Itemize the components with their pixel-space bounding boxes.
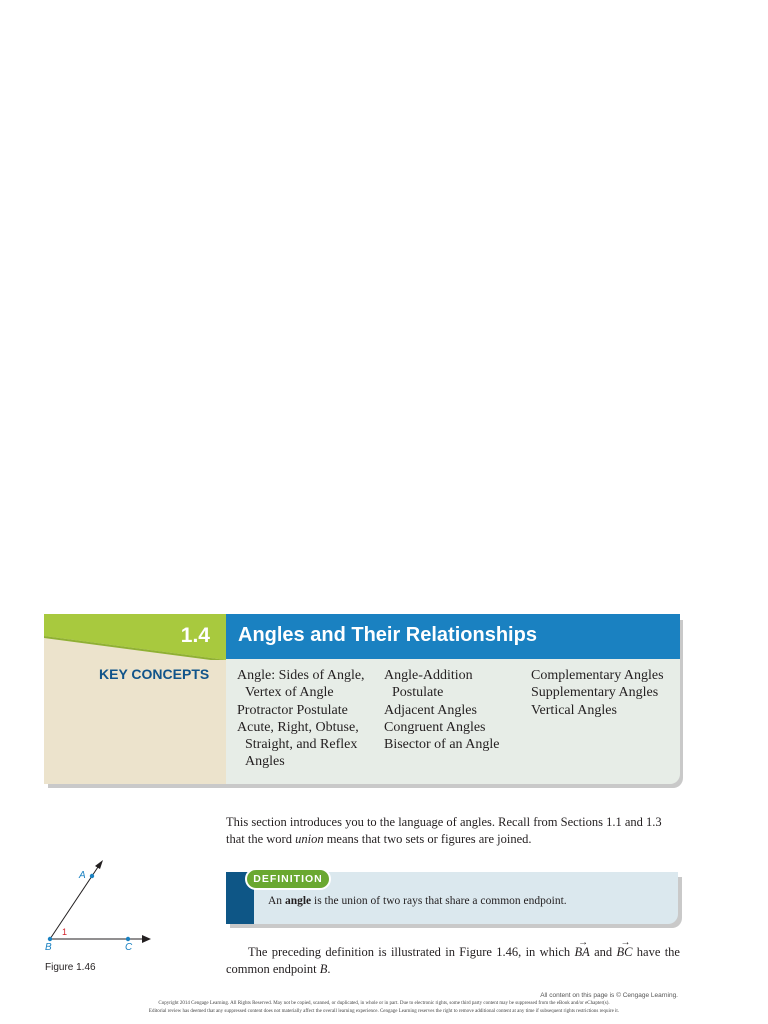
point-c: [126, 937, 130, 941]
key-concepts-column-3: [531, 667, 664, 719]
intro-text-end: means that two sets or figures are joined.: [323, 832, 532, 846]
definition-text-start: An: [268, 895, 285, 907]
definition-text-end: is the union of two rays that share a common endpoint.: [311, 895, 567, 907]
concept-item: Congruent Angles: [384, 719, 486, 735]
content-credit: All content on this page is © Cengage Learning.: [540, 992, 678, 999]
definition-text: [268, 895, 567, 907]
angle-label: 1: [62, 927, 68, 937]
concept-item: Angles: [245, 754, 285, 770]
label-b: B: [45, 942, 52, 953]
copyright-line-1: Copyright 2014 Cengage Learning. All Rights Reserved. May not be copied, scanned, or duplicated, in whole or in part. Due to electronic rights, some third party content may be suppressed from the eBook and/or eChapter(s).: [158, 1001, 610, 1006]
definition-tag: DEFINITION: [245, 868, 331, 890]
section-number: 1.4: [180, 624, 210, 647]
point-a: [90, 874, 94, 878]
concept-item: Complementary Angles: [531, 668, 664, 683]
key-concepts-label: KEY CONCEPTS: [99, 666, 210, 682]
copyright-line-2: Editorial review has deemed that any suppressed content does not materially affect the overall learning experience. Cengage Learning reserves the right to remove additional content at any time if subsequent rights restrictions require it.: [148, 1009, 620, 1014]
key-concepts-column-1: [237, 667, 365, 771]
label-c: C: [125, 942, 133, 953]
concept-item: Postulate: [392, 685, 444, 701]
concept-item: Angle-Addition: [384, 668, 473, 683]
definition-term: angle: [284, 895, 312, 907]
intro-emphasis: union: [295, 832, 324, 846]
preceding-paragraph: [226, 944, 680, 978]
concept-item: Protractor Postulate: [237, 702, 348, 718]
preceding-text-and: and: [589, 945, 617, 959]
intro-paragraph: [226, 814, 680, 848]
angle-figure: [40, 855, 160, 955]
preceding-period: .: [327, 962, 331, 976]
ray-ba-notation: BA →: [575, 944, 590, 961]
intro-text: This section introduces you to the language of angles. Recall from Sections 1.1 and 1.3 that the word: [226, 815, 662, 846]
figure-caption: Figure 1.46: [45, 962, 96, 973]
concept-item: Acute, Right, Obtuse,: [237, 719, 359, 735]
point-b: [48, 937, 52, 941]
concept-item: Bisector of an Angle: [384, 737, 500, 753]
concept-item: Straight, and Reflex: [245, 737, 358, 753]
concept-item: Angle: Sides of Angle,: [237, 668, 365, 683]
concept-item: Adjacent Angles: [384, 702, 477, 718]
ray-ba-arrowhead: [95, 860, 103, 869]
concept-item: Vertex of Angle: [245, 685, 334, 701]
ray-bc-notation: BC →: [616, 944, 632, 961]
key-concepts-column-2: [384, 667, 499, 753]
endpoint-b: B: [319, 962, 328, 976]
section-title: Angles and Their Relationships: [238, 624, 537, 646]
preceding-text: The preceding definition is illustrated in Figure 1.46, in which: [248, 945, 575, 959]
concept-item: Vertical Angles: [531, 702, 617, 718]
preceding-text-end: have the common endpoint: [226, 945, 680, 976]
concept-item: Supplementary Angles: [531, 685, 659, 701]
ray-bc-arrowhead: [142, 935, 151, 943]
label-a: A: [79, 870, 86, 881]
